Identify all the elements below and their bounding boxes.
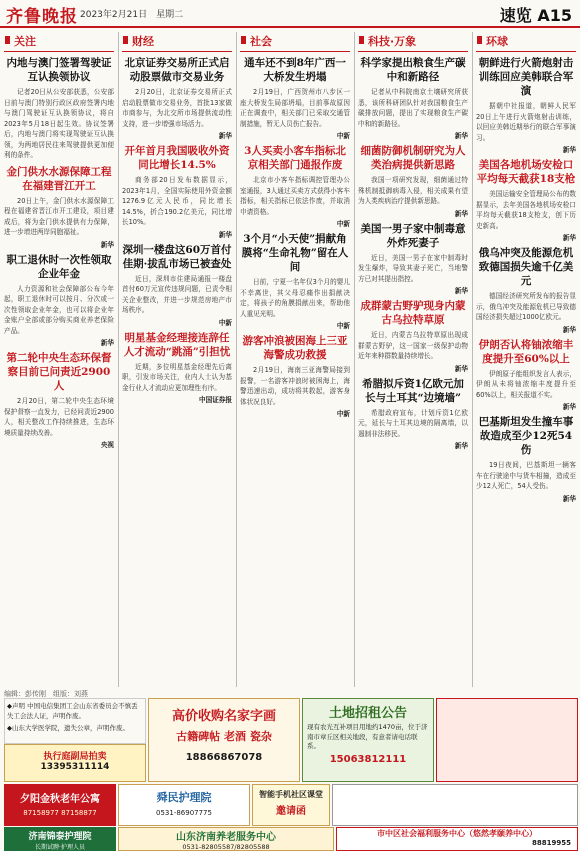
editor-line: 编辑：彭传刚 组版：刘燕 bbox=[4, 690, 88, 698]
news-article[interactable] bbox=[358, 222, 468, 296]
news-article[interactable] bbox=[122, 144, 232, 239]
notice-line: ◆声明 中国电信集团工会山东省委员会不慎丢失工会法人证，声明作废。 bbox=[7, 702, 138, 720]
page-label: 速览 A15 bbox=[499, 6, 572, 25]
column-divider bbox=[118, 32, 119, 687]
news-article[interactable] bbox=[122, 243, 232, 327]
notice-line: ◆山东大学医学院，遗失公章，声明作废。 bbox=[7, 724, 129, 732]
news-article[interactable] bbox=[358, 377, 468, 451]
nursing-home-title: 舜民护理院 bbox=[156, 791, 212, 804]
article-headline[interactable]: 内地与澳门签署驾驶证互认换领协议 bbox=[6, 57, 112, 83]
text-notice-ad bbox=[332, 784, 578, 826]
article-body: 20日上午，金门供水水源保障工程在福建省晋江市开工建设，项目建成后，将为金门供水提供有力保障，进一步增进两岸同胞福祉。 bbox=[4, 196, 114, 236]
elderly-service-ad bbox=[118, 827, 334, 851]
article-headline[interactable]: 3个月“小天使”捐献角膜将“生命礼物”留在人间 bbox=[241, 233, 349, 273]
article-body: 北京市小客车指标调控管理办公室通报，3人通过买卖方式获得小客车指标，相关指标已依法作废，并取消申请资格。 bbox=[240, 176, 350, 216]
elder-apartment-title: 夕阳金秋老年公寓 bbox=[20, 794, 100, 805]
column-caijing bbox=[122, 32, 232, 687]
article-body: 人力资源和社会保障部公布今年起，职工退休时可以按月、分次或一次性领取企业年金，也可以将企业年金账户全部或部分购买商业养老保险产品。 bbox=[4, 284, 114, 335]
news-article[interactable] bbox=[4, 56, 114, 161]
article-headline[interactable]: 通车还不到8年广西一大桥发生坍塌 bbox=[244, 57, 346, 83]
calligraphy-ad bbox=[148, 698, 300, 782]
news-article[interactable] bbox=[122, 56, 232, 140]
article-source: 新华 bbox=[454, 132, 468, 140]
welfare-center-title: 市中区社会福利服务中心（悠然孝颐养中心） bbox=[377, 829, 537, 838]
news-article[interactable] bbox=[476, 338, 576, 412]
news-article[interactable] bbox=[358, 144, 468, 218]
article-headline[interactable]: 第二轮中央生态环保督察目前已问责近2900人 bbox=[6, 352, 112, 392]
land-lease-phone: 15063812111 bbox=[329, 753, 407, 765]
article-headline[interactable]: 游客冲浪被困海上三亚海警成功救援 bbox=[242, 335, 348, 361]
section-heading: 关注 bbox=[4, 32, 114, 52]
article-body: 2月19日，广西贺州市八步区一座大桥发生局部坍塌，目前事故原因正在调查中，相关部门已采取交通管制措施，暂无人员伤亡报告。 bbox=[240, 88, 350, 128]
article-headline[interactable]: 巴基斯坦发生撞车事故造成至少12死54伤 bbox=[478, 416, 574, 456]
elderly-service-phone: 0531-82805587/82805588 bbox=[182, 843, 270, 851]
news-article[interactable] bbox=[476, 56, 576, 154]
article-body: 商务部20日发布数据显示，2023年1月，全国实际使用外资金额1276.9亿元人民币，同比增长14.5%，折合190.2亿美元，同比增长10%。 bbox=[122, 176, 232, 226]
news-article[interactable] bbox=[240, 144, 350, 228]
article-headline[interactable]: 伊朗否认将铀浓缩丰度提升至60%以上 bbox=[478, 338, 574, 365]
article-body: 19日夜间，巴基斯坦一辆客车在行驶途中与货车相撞，造成至少12人死亡，54人受伤。 bbox=[476, 461, 576, 490]
jintai-sub: 长期试聘·护理人员 bbox=[35, 844, 85, 851]
article-source: 中国证券报 bbox=[199, 396, 232, 404]
calligraphy-sub: 古籍碑帖 老酒 瓷杂 bbox=[176, 730, 272, 743]
article-headline[interactable]: 朝鲜进行火箭炮射击训练回应美韩联合军演 bbox=[478, 57, 574, 97]
masthead bbox=[0, 0, 580, 28]
article-source: 新华 bbox=[454, 287, 468, 295]
elder-apartment-phone: 87158977 87158877 bbox=[23, 809, 97, 817]
news-article[interactable] bbox=[358, 56, 468, 140]
article-headline[interactable]: 职工退休时一次性领取企业年金 bbox=[6, 253, 112, 280]
article-source: 新华 bbox=[218, 230, 232, 239]
auction-title: 执行庭副局拍卖 bbox=[43, 752, 107, 762]
welfare-center-phone: 88819955 bbox=[532, 839, 571, 847]
article-source: 新华 bbox=[218, 132, 232, 140]
elderly-service-title: 山东济南养老服务中心 bbox=[176, 832, 276, 843]
article-headline[interactable]: 美国各地机场安检口平均每天截获18支枪 bbox=[476, 159, 576, 185]
article-headline[interactable]: 希腊拟斥资1亿欧元加长与土耳其“边境墙” bbox=[362, 377, 464, 404]
elder-apartment-ad bbox=[4, 784, 116, 826]
article-headline[interactable]: 北京证券交易所正式启动股票做市交易业务 bbox=[124, 57, 230, 83]
column-divider bbox=[354, 32, 355, 687]
auction-ad bbox=[4, 744, 146, 782]
smartphone-class-ad bbox=[252, 784, 330, 826]
article-headline[interactable]: 3人买卖小客车指标北京相关部门通报作废 bbox=[244, 145, 346, 171]
news-article[interactable] bbox=[358, 299, 468, 373]
article-headline[interactable]: 明星基金经理接连辞任人才流动“跳涌”引担忧 bbox=[123, 331, 231, 358]
smartphone-class-title: 智能手机社区课堂 bbox=[259, 790, 323, 799]
article-source: 新华 bbox=[562, 146, 576, 154]
article-body: 2月19日，海南三亚海警局接到报警，一名游客冲浪时被困海上，海警迅速出动，成功将其救起，游客身体状况良好。 bbox=[240, 366, 350, 406]
column-divider bbox=[472, 32, 473, 687]
article-source: 新华 bbox=[454, 364, 468, 373]
article-headline[interactable]: 科学家提出粮食生产碳中和新路径 bbox=[360, 57, 466, 83]
article-source: 央视 bbox=[100, 441, 114, 449]
news-article[interactable] bbox=[4, 253, 114, 348]
column-shehui bbox=[240, 32, 350, 687]
news-article[interactable] bbox=[4, 351, 114, 449]
article-body: 记者20日从公安部获悉，公安部日前与澳门特别行政区政府签署内地与澳门驾驶证互认换领协议，将自2023年5月18日起生效。协议签署后，内地与澳门将实现驾驶证互认换领，为两地居民往来驾驶提供更加便利的条件。 bbox=[4, 88, 114, 159]
news-article[interactable] bbox=[240, 232, 350, 330]
article-source: 新华 bbox=[454, 209, 468, 218]
land-lease-title: 土地招租公告 bbox=[328, 706, 407, 721]
column-divider bbox=[236, 32, 237, 687]
article-source: 新华 bbox=[562, 325, 576, 334]
article-body: 希腊政府宣布，计划斥资1亿欧元，延长与土耳其边境的隔离墙，以遏制非法移民。 bbox=[358, 408, 468, 438]
news-article[interactable] bbox=[476, 246, 576, 334]
ad-area bbox=[0, 698, 580, 851]
news-article[interactable] bbox=[476, 415, 576, 503]
article-source: 中新 bbox=[336, 322, 350, 330]
article-headline[interactable]: 深圳一楼盘这60万首付佳期·拔乱市场已被查处 bbox=[122, 243, 232, 270]
article-body: 德国经济研究所发布的报告显示，俄乌冲突及能源危机已导致德国经济损失超过1000亿欧元。 bbox=[476, 292, 576, 321]
column-huanqiu bbox=[476, 32, 576, 687]
article-body: 据朝中社报道，朝鲜人民军20日上午进行火箭炮射击训练，以回应美韩近期举行的联合军事演习。 bbox=[476, 102, 576, 142]
article-headline[interactable]: 美国一男子家中制毒意外炸死妻子 bbox=[360, 222, 466, 249]
section-heading: 社会 bbox=[240, 32, 350, 52]
article-body: 我国一项研究发现，细菌通过特殊机制抵御病毒入侵，相关成果有望为人类疾病治疗提供新思路。 bbox=[358, 176, 468, 205]
issue-date: 2023年2月21日 星期二 bbox=[80, 10, 184, 20]
article-headline[interactable]: 俄乌冲突及能源危机致德国损失逾千亿美元 bbox=[478, 247, 574, 287]
calligraphy-phone: 18866867078 bbox=[185, 752, 263, 763]
article-body: 2月20日，北京证券交易所正式启动股票做市交易业务，首批13家做市商参与，为北交所市场提供流动性支持，进一步增强市场活力。 bbox=[122, 88, 232, 128]
section-heading: 环球 bbox=[476, 32, 576, 52]
article-body: 日前，宁夏一名年仅3个月的婴儿不幸离世，其父母忍痛作出捐献决定，将孩子的角膜捐献出来，帮助他人重见光明。 bbox=[240, 278, 350, 318]
article-headline[interactable]: 成群蒙古野驴现身内蒙古乌拉特草原 bbox=[360, 300, 466, 326]
article-source: 中新 bbox=[336, 132, 350, 140]
nursing-home-phone: 0531-86907775 bbox=[156, 809, 212, 817]
article-source: 中新 bbox=[336, 410, 350, 418]
news-article[interactable] bbox=[4, 165, 114, 249]
news-article[interactable] bbox=[122, 331, 232, 405]
nursing-home-ad bbox=[118, 784, 250, 826]
newspaper-logo: 齐鲁晚报 bbox=[6, 7, 78, 27]
article-body: 近日，深圳市住建局通报一楼盘首付60万元宣传违规问题，已责令相关企业整改，并进一步规范房地产市场秩序。 bbox=[122, 274, 232, 314]
article-body: 近日，美国一男子在家中制毒时发生爆炸，导致其妻子死亡，当地警方已对其提出指控。 bbox=[358, 253, 468, 283]
auction-phone: 13395311114 bbox=[40, 762, 110, 772]
land-lease-ad bbox=[302, 698, 434, 782]
article-source: 新华 bbox=[100, 240, 114, 249]
column-keji bbox=[358, 32, 468, 687]
section-heading: 科技·万象 bbox=[358, 32, 468, 52]
news-article[interactable] bbox=[476, 158, 576, 242]
notice-ad bbox=[4, 698, 146, 744]
smartphone-class-sub: 邀请函 bbox=[276, 806, 306, 817]
article-source: 新华 bbox=[100, 339, 114, 347]
article-body: 伊朗原子能组织发言人表示，伊朗从未将铀浓缩丰度提升至60%以上，相关报道不实。 bbox=[476, 369, 576, 399]
article-body: 美国运输安全管理局公布的数据显示，去年美国各地机场安检口平均每天截获18支枪支，创下历史新高。 bbox=[476, 190, 576, 230]
jintai-ad bbox=[4, 827, 116, 851]
article-body: 2月20日，第二轮中央生态环境保护督察一直发力，已经问责近2900人，相关整改工作持续推进，生态环境质量持续改善。 bbox=[4, 397, 114, 437]
jintai-title: 济南锦泰护理院 bbox=[28, 832, 92, 842]
calligraphy-title: 高价收购名家字画 bbox=[171, 709, 276, 724]
welfare-center-ad bbox=[336, 827, 578, 851]
red-banner-ad bbox=[436, 698, 578, 782]
news-article[interactable] bbox=[240, 56, 350, 140]
article-body: 近期，多位明星基金经理先后离职，引发市场关注，业内人士认为基金行业人才流动应更加理性有序。 bbox=[122, 362, 232, 392]
article-source: 新华 bbox=[454, 442, 468, 450]
article-headline[interactable]: 金门供水水源保障工程在福建晋江开工 bbox=[6, 165, 112, 192]
section-heading: 财经 bbox=[122, 32, 232, 52]
article-headline[interactable]: 开年首月我国吸收外资同比增长14.5% bbox=[124, 145, 230, 171]
article-body: 近日，内蒙古乌拉特草原出现成群蒙古野驴，这一国家一级保护动物近年来种群数量持续增长。 bbox=[358, 331, 468, 360]
column-guanzhu bbox=[4, 32, 114, 687]
article-headline[interactable]: 细菌防御机制研究为人类治病提供新思路 bbox=[360, 145, 466, 171]
article-source: 中新 bbox=[336, 220, 350, 228]
news-article[interactable] bbox=[240, 334, 350, 418]
article-source: 新华 bbox=[562, 403, 576, 411]
article-source: 新华 bbox=[562, 234, 576, 242]
article-source: 新华 bbox=[562, 494, 576, 503]
article-body: 记者从中科院南京土壤研究所获悉，该所科研团队针对我国粮食生产碳排放问题，提出了实现粮食生产碳中和的新路径。 bbox=[358, 88, 468, 128]
article-source: 中新 bbox=[218, 318, 232, 327]
land-lease-desc: 现有农光互补项目用地约1470亩，位于济南市章丘区相关地段，有意者请电话联系。 bbox=[307, 723, 428, 750]
